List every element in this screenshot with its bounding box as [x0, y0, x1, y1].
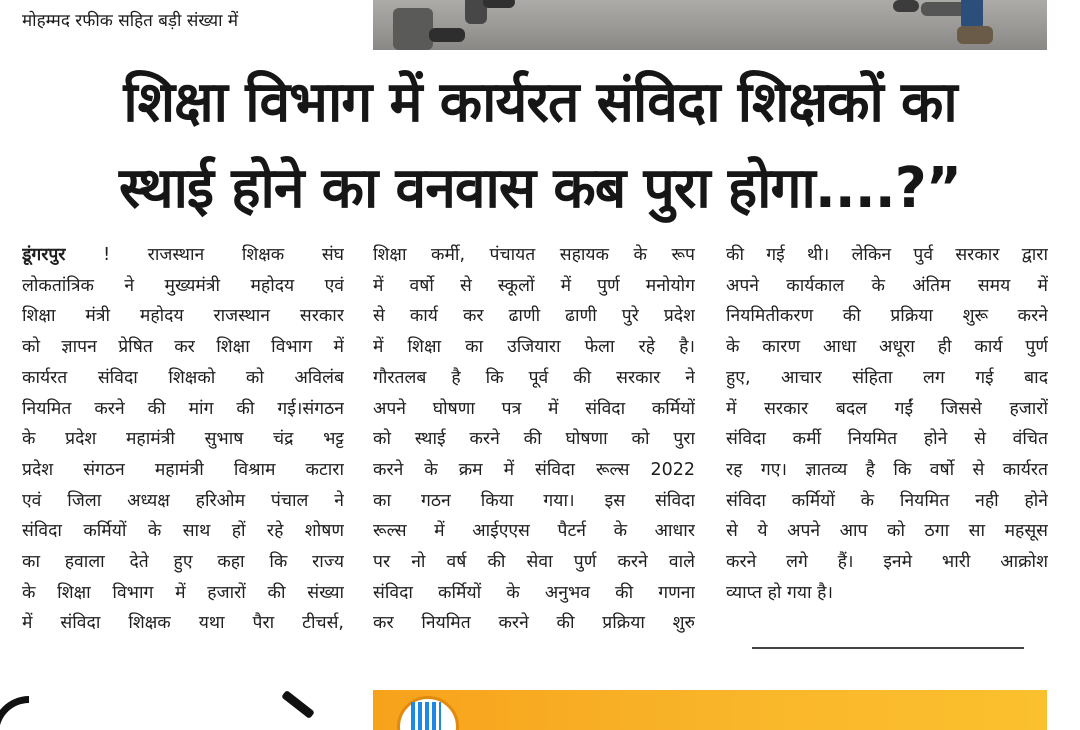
article-line: गौरतलब है कि पूर्व की सरकार ने — [373, 367, 695, 388]
previous-story-fragment — [22, 0, 344, 44]
article-line: हुए, आचार संहिता लग गई बाद — [726, 367, 1048, 388]
article-line: शिक्षा कर्मी, पंचायत सहायक के रूप — [373, 245, 695, 265]
article-line: से कार्य कर ढाणी ढाणी पुरे प्रदेश — [373, 306, 695, 327]
article-column-2 — [373, 240, 695, 639]
article-line: संविदा कर्मी नियमित होने से वंचित — [726, 429, 1048, 450]
article-line: करने के क्रम में संविदा रूल्स 2022 — [373, 459, 695, 480]
article-column-3 — [726, 240, 1048, 608]
article-line: संविदा कर्मियों के अनुभव की गणना — [373, 582, 695, 603]
article-line: के शिक्षा विभाग में हजारों की संख्या — [22, 582, 344, 603]
article-line: नियमित करने की मांग की गई।संगठन — [22, 398, 344, 419]
article-line: का हवाला देते हुए कहा कि राज्य — [22, 552, 344, 573]
headline-line-2: स्थाई होने का वनवास कब पुरा होगा....?” — [118, 156, 961, 221]
article-column-1 — [22, 240, 344, 639]
article-line: के प्रदेश महामंत्री सुभाष चंद्र भट्ट — [22, 429, 344, 450]
article-end-rule — [752, 647, 1024, 649]
article-line: कार्यरत संविदा शिक्षको को अविलंब — [22, 367, 344, 388]
article-line: की गई थी। लेकिन पुर्व सरकार द्वारा — [726, 245, 1048, 265]
article-line: करने लगे हैं। इनमे भारी आक्रोश — [726, 552, 1048, 573]
article-line: नियमितीकरण की प्रक्रिया शुरू करने — [726, 306, 1048, 327]
previous-story-line: मोहम्मद रफीक सहित बड़ी संख्या में — [22, 11, 239, 31]
headline — [8, 60, 1072, 232]
headline-glyph-fragment — [281, 690, 315, 719]
article-line: एवं जिला अध्यक्ष हरिओम पंचाल ने — [22, 490, 344, 511]
article-line: संविदा कर्मियों के साथ हों रहे शोषण — [22, 521, 344, 542]
article-line: रह गए। ज्ञातव्य है कि वर्षो से कार्यरत — [726, 459, 1048, 480]
article-line: डूंगरपुर ! राजस्थान शिक्षक संघ — [22, 245, 344, 265]
article-line: संविदा कर्मियों के नियमित नही होने — [726, 490, 1048, 511]
article-line: को ज्ञापन प्रेषित कर शिक्षा विभाग में — [22, 337, 344, 358]
article-line: प्रदेश संगठन महामंत्री विश्राम कटारा — [22, 459, 344, 480]
headline-line-1: शिक्षा विभाग में कार्यरत संविदा शिक्षकों का — [123, 70, 957, 135]
headline-glyph-fragment — [0, 696, 29, 730]
next-story-fragment — [0, 690, 330, 730]
article-line: अपने घोषणा पत्र में संविदा कर्मियों — [373, 398, 695, 419]
article-line: में सरकार बदल गईं जिससे हजारों — [726, 398, 1048, 419]
hand-icon — [411, 702, 441, 730]
article-line: अपने कार्यकाल के अंतिम समय में — [726, 275, 1048, 296]
article-line: में वर्षो से स्कूलों में पुर्ण मनोयोग — [373, 275, 695, 296]
article-line: में शिक्षा का उजियारा फेला रहे है। — [373, 337, 695, 358]
article-line: पर नो वर्ष की सेवा पुर्ण करने वाले — [373, 552, 695, 573]
article-line: लोकतांत्रिक ने मुख्यमंत्री महोदय एवं — [22, 275, 344, 296]
article-line: रूल्स में आईएएस पैटर्न के आधार — [373, 521, 695, 542]
article-line: को स्थाई करने की घोषणा को पुरा — [373, 429, 695, 450]
article-line: का गठन किया गया। इस संविदा — [373, 490, 695, 511]
top-photo — [373, 0, 1047, 50]
article-line: व्याप्त हो गया है। — [726, 582, 834, 603]
article-line: में संविदा शिक्षक यथा पैरा टीचर्स, — [22, 613, 344, 634]
article-line: शिक्षा मंत्री महोदय राजस्थान सरकार — [22, 306, 344, 327]
dateline: डूंगरपुर — [22, 245, 66, 265]
article-line: कर नियमित करने की प्रक्रिया शुरु — [373, 613, 695, 634]
article-line: के कारण आधा अधूरा ही कार्य पुर्ण — [726, 337, 1048, 358]
article-line: से ये अपने आप को ठगा सा महसूस — [726, 521, 1048, 542]
advertisement-banner — [373, 690, 1047, 730]
